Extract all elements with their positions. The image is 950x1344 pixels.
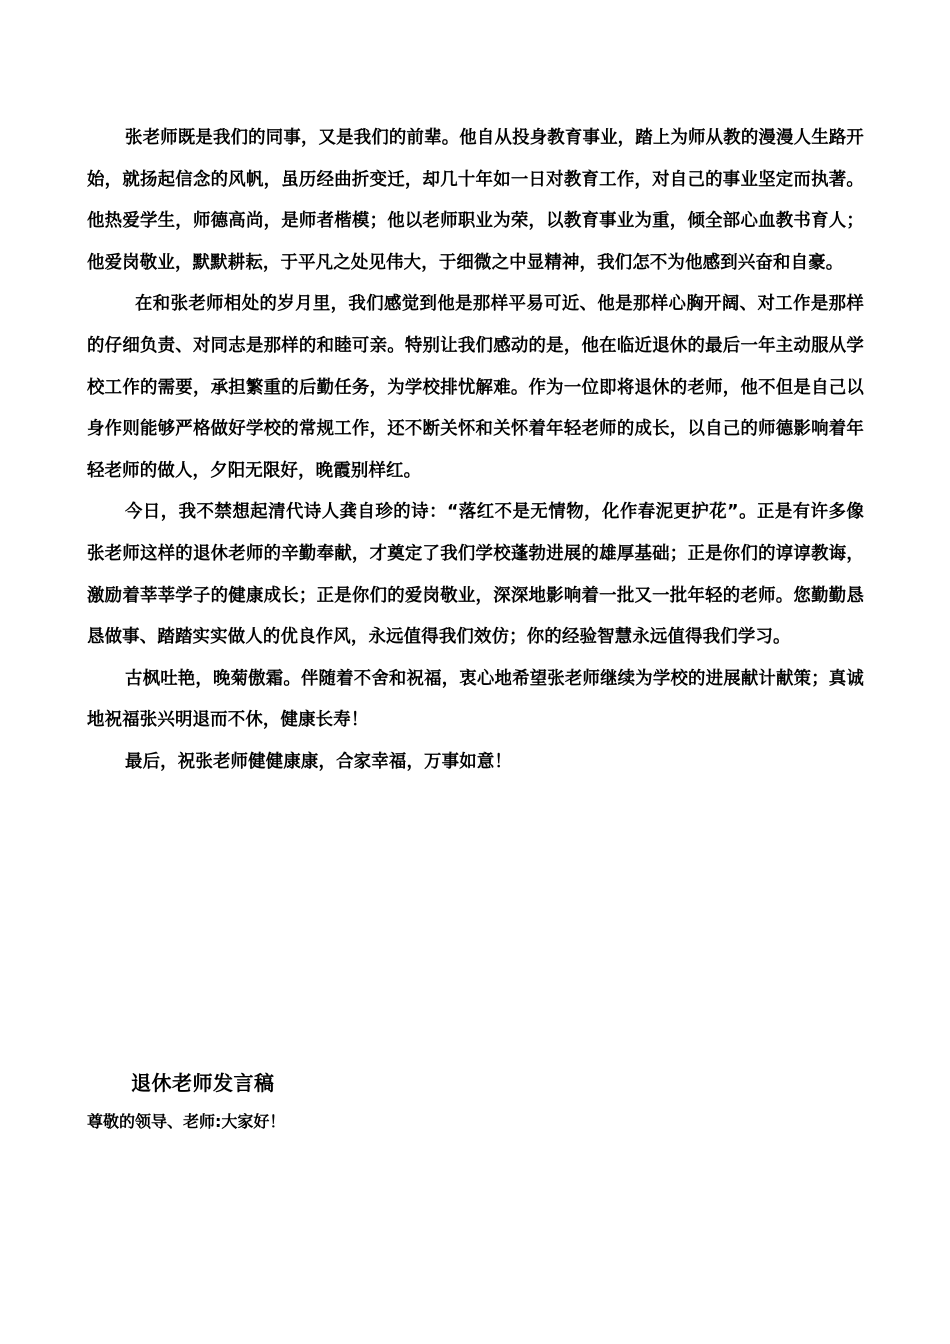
document-title: 退休老师发言稿 (131, 1071, 275, 1095)
paragraph-2: 在和张老师相处的岁月里，我们感觉到他是那样平易可近、他是那样心胸开阔、对工作是那样的仔细负责、对同志是那样的和睦可亲。特别让我们感动的是，他在临近退休的最后一年主动服从学校工作的需要，承担繁重的后勤任务，为学校排忧解难。作为一位即将退休的老师，他不但是自己以身作则能够严格做好学校的常规工作，还不断关怀和关怀着年轻老师的成长，以自己的师德影响着年轻老师的做人，夕阳无限好，晚霞别样红。 (87, 294, 864, 481)
paragraph-5: 最后，祝张老师健健康康，合家幸福，万事如意！ (125, 751, 512, 772)
salutation: 尊敬的领导、老师:大家好！ (87, 1112, 286, 1131)
paragraph-3: 今日，我不禁想起清代诗人龚自珍的诗：“落红不是无情物，化作春泥更护花”。正是有许多像张老师这样的退休老师的辛勤奉献，才奠定了我们学校蓬勃进展的雄厚基础；正是你们的谆谆教诲，激励着莘莘学子的健康成长；正是你们的爱岗敬业，深深地影响着一批又一批年轻的老师。您勤勤恳恳做事、踏踏实实做人的优良作风，永远值得我们效仿；你的经验智慧永远值得我们学习。 (87, 502, 864, 648)
paragraph-1: 张老师既是我们的同事，又是我们的前辈。他自从投身教育事业，踏上为师从教的漫漫人生路开始，就扬起信念的风帆，虽历经曲折变迁，却几十年如一日对教育工作，对自己的事业坚定而执著。他热爱学生，师德高尚，是师者楷模；他以老师职业为荣，以教育事业为重，倾全部心血教书育人；他爱岗敬业，默默耕耘，于平凡之处见伟大，于细微之中显精神，我们怎不为他感到兴奋和自豪。 (87, 128, 864, 273)
paragraph-4: 古枫吐艳，晚菊傲霜。伴随着不舍和祝福，衷心地希望张老师继续为学校的进展献计献策；真诚地祝福张兴明退而不休，健康长寿！ (87, 668, 864, 731)
speech-body (87, 118, 864, 784)
